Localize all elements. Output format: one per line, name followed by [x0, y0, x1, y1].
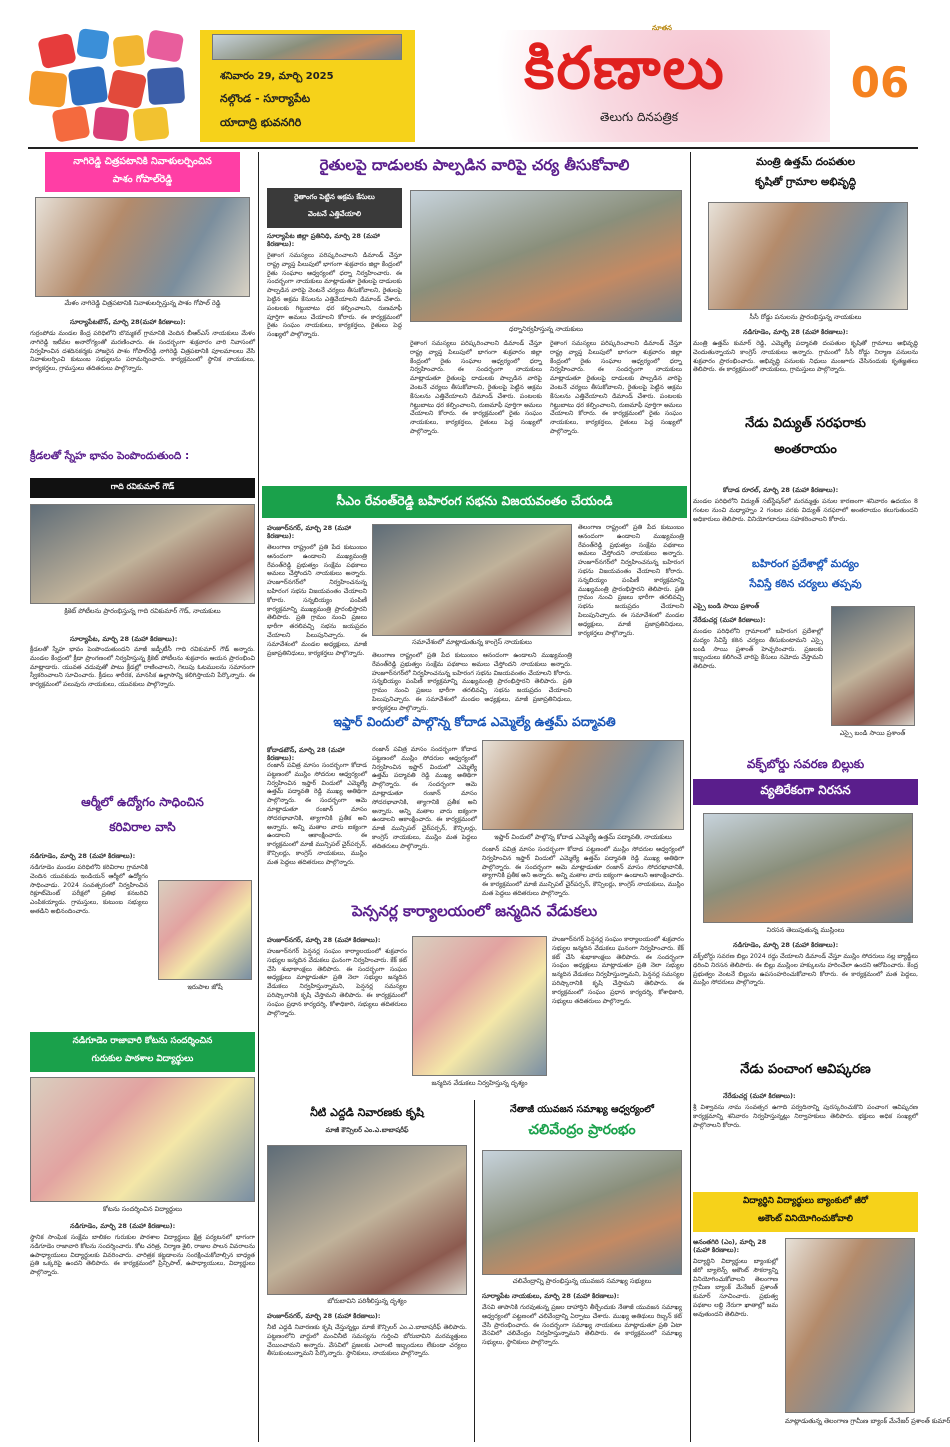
article-photo [35, 197, 250, 297]
photo-caption: జన్మదిన వేడుకలు నిర్వహిస్తున్న దృశ్యం [431, 1079, 528, 1087]
headline: నేడు పంచాంగ ఆవిష్కరణ [740, 1062, 871, 1077]
article-body: నడిగూడెం మండల పరిధిలోని కరివిరాల గ్రామానికి చెందిన యువకుడు ఇండియన్ ఆర్మీలో ఉద్యోగం సాధించాడు. 2024 సంవత్సరంలో నిర్వహించిన రిక్రూట్‌మెంట్ పరీక్షలో ప్రతిభ కనబరిచి ఎంపికయ్యాడు. గ్రామస్తులు, కుటుంబ సభ్యులు అతడిని అభినందించారు. [30, 864, 148, 915]
subhead: ఎస్సై బండి సాయి ప్రశాంత్ [693, 602, 760, 610]
masthead-info-block [200, 30, 415, 142]
portrait-caption: ఇరుపాల జోషీ [187, 983, 223, 991]
kicker-line-1: రైతాంగం పెట్టిన అక్రమ కేసులు [294, 193, 375, 201]
photo-caption: చలివేంద్రాన్ని ప్రారంభిస్తున్న యువజన సమాఖ్య సభ్యులు [512, 1277, 652, 1285]
article-iftar [262, 710, 687, 895]
dateline: సూర్యాపేట నాయకులు, మార్చి 28 (మహా కిరణాలు): [482, 1292, 620, 1300]
article-cm-meeting [262, 486, 687, 712]
dateline: నేరేడుచర్ల (మహా కిరణాలు): [723, 1092, 796, 1100]
dateline: సూర్యాపేట జిల్లా ప్రతినిధి, మార్చి 28 (మహా కిరణాలు): [267, 232, 380, 249]
article-panchangam-release [693, 1058, 918, 1188]
headline-line-2: సేవిస్తే కఠిన చర్యలు తప్పవు [749, 578, 862, 590]
headline-line-1: విద్యార్థిని విద్యార్థులు బ్యాంకులో జీరో [743, 1196, 868, 1206]
portrait-photo [785, 1238, 915, 1413]
article-water-scarcity [262, 1100, 472, 1442]
dateline: హుజూర్‌నగర్, మార్చి 28 (మహా కిరణాలు): [267, 936, 381, 944]
article-sports-friendship [30, 450, 255, 780]
dam-photo [212, 34, 402, 60]
byline: గాది రవికుమార్ గౌడ్ [110, 482, 175, 491]
article-body: విద్యార్థిని విద్యార్థులు బ్యాంకుల్లో జీరో బ్యాలెన్స్ అకౌంట్ సౌకర్యాన్ని వినియోగించుకోవాలని తెలంగాణ గ్రామీణ బ్యాంక్ మేనేజర్ ప్రశాంత్ కుమార్ సూచించారు. ప్రభుత్వ పథకాల లబ్ది నేరుగా ఖాతాల్లో జమ అవుతుందని తెలిపారు. [693, 1258, 778, 1318]
newspaper-logo: కిరణాలు [524, 34, 726, 102]
photo-caption: సమావేశంలో మాట్లాడుతున్న కాంగ్రెస్ నాయకులు [412, 638, 532, 646]
headline-line-2: కరివిరాల వాసి [109, 820, 176, 834]
headline-line-1: నేతాజీ యువజన సమాఖ్య ఆధ్వర్యంలో [510, 1104, 654, 1115]
headline-line-2: వ్యతిరేకంగా నిరసన [760, 783, 851, 797]
photo-caption: ధర్నానిర్వహిస్తున్న నాయకులు [509, 325, 583, 333]
article-photo [482, 1150, 682, 1275]
portrait-photo [831, 606, 915, 726]
edition-line-2: యాదాద్రి భువనగిరి [220, 116, 302, 129]
headline-line-1: నేడు విద్యుత్ సరఫరాకు [745, 416, 866, 431]
dateline: సూర్యాపేటటౌన్, మార్చి 28(మహా కిరణాలు): [70, 318, 186, 326]
headline: రైతులపై దాడులకు పాల్పడిన వారిపై చర్య తీసుకోవాలి [319, 156, 630, 174]
headline: పెన్సనర్ల కార్యాలయంలో జన్మదిన వేడుకలు [351, 902, 598, 920]
masthead [0, 0, 945, 145]
article-photo [703, 813, 913, 923]
article-body-col3: రంజాన్ పవిత్ర మాసం సందర్భంగా కోదాడ పట్టణంలో ముస్లిం సోదరుల ఆధ్వర్యంలో నిర్వహించిన ఇఫ్తార్ విందులో ఎమ్మెల్యే ఉత్తమ్ పద్మావతి రెడ్డి ముఖ్య అతిథిగా పాల్గొన్నారు. ఈ సందర్భంగా ఆమె మాట్లాడుతూ రంజాన్ మాసం సోదరభావానికి, త్యాగానికి ప్రతీక అని అన్నారు. అన్ని మతాల వారు ఐక్యంగా ఉండాలని ఆకాంక్షించారు. ఈ కార్యక్రమంలో మాజీ మున్సిపల్ చైర్‌పర్సన్, కౌన్సిలర్లు, కాంగ్రెస్ నాయకులు, ముస్లిం మత పెద్దలు తదితరులు పాల్గొన్నారు. [482, 846, 684, 897]
article-photo [708, 202, 908, 310]
dateline: నడిగూడెం, మార్చి 28 (మహా కిరణాలు): [70, 1222, 176, 1230]
article-pensioners-birthday [262, 900, 687, 1095]
article-photo [412, 936, 547, 1076]
photo-caption: మేళం నాగిరెడ్డి చిత్రపటానికి నివాళులర్పిస్తున్న పాశం గోపాల్ రెడ్డి [64, 299, 221, 307]
article-body-col1: రంజాన్ పవిత్ర మాసం సందర్భంగా కోదాడ పట్టణంలో ముస్లిం సోదరుల ఆధ్వర్యంలో నిర్వహించిన ఇఫ్తార్ విందులో ఎమ్మెల్యే ఉత్తమ్ పద్మావతి రెడ్డి ముఖ్య అతిథిగా పాల్గొన్నారు. ఈ సందర్భంగా ఆమె మాట్లాడుతూ రంజాన్ మాసం సోదరభావానికి, త్యాగానికి ప్రతీక అని అన్నారు. అన్ని మతాల వారు ఐక్యంగా ఉండాలని ఆకాంక్షించారు. ఈ కార్యక్రమంలో మాజీ మున్సిపల్ చైర్‌పర్సన్, కౌన్సిలర్లు, కాంగ్రెస్ నాయకులు, ముస్లిం మత పెద్దలు తదితరులు పాల్గొన్నారు. [267, 762, 367, 866]
article-nagireddy-tribute [30, 152, 255, 442]
article-fort-visit [30, 1032, 255, 1442]
photo-caption: కోటను సందర్శించిన విద్యార్థులు [103, 1205, 182, 1213]
photo-caption: నిరసన తెలుపుతున్న ముస్లింలు [766, 926, 845, 934]
tagline: తెలుగు దినపత్రిక [600, 110, 679, 124]
article-photo [372, 524, 572, 636]
headline-line-2: చలివేంద్రం ప్రారంభం [528, 1122, 636, 1138]
dateline: హుజూర్‌నగర్, మార్చి 28 (మహా కిరణాలు): [267, 1312, 381, 1320]
dateline: నడిగూడెం, మార్చి 28 (మహా కిరణాలు): [743, 328, 849, 336]
subhead: మాజీ కౌన్సిలర్ ఎం.ఎ.బాబాషరీఫ్ [325, 1126, 409, 1134]
headline: సీఎం రేవంత్‌రెడ్డి బహిరంగ సభను విజయవంతం చేయండి [336, 493, 613, 508]
headline: ఇఫ్తార్ విందులో పాల్గొన్న కోదాడ ఎమ్మెల్యే ఉత్తమ్ పద్మావతి [333, 714, 616, 729]
headline-line-2: కృషితో గ్రామాల అభివృద్ధి [754, 176, 857, 188]
kicker-line-2: వెంటనే ఎత్తివేయాలి [307, 210, 362, 218]
portrait-caption: ఎస్సై బండి సాయి ప్రశాంత్ [839, 729, 906, 737]
dateline: నడిగూడెం, మార్చి 28 (మహా కిరణాలు): [30, 852, 136, 860]
article-photo [410, 190, 682, 322]
dateline: కోదాడటౌన్, మార్చి 28 (మహా కిరణాలు): [267, 746, 345, 763]
article-body-col3: తెలంగాణ రాష్ట్రంలో ప్రతి పేద కుటుంబం ఆనందంగా ఉండాలని ముఖ్యమంత్రి రేవంత్‌రెడ్డి ప్రభుత్వం సంక్షేమ పథకాలు అమలు చేస్తోందని నాయకులు అన్నారు. హుజూర్‌నగర్‌లో నిర్వహించనున్న బహిరంగ సభను విజయవంతం చేయాలని కోరారు. సన్నబియ్యం పంపిణీ కార్యక్రమాన్ని ముఖ్యమంత్రి ప్రారంభిస్తారని తెలిపారు. ప్రతి గ్రామం నుంచి ప్రజలు భారీగా తరలివచ్చి సభను జయప్రదం చేయాలని పిలుపునిచ్చారు. ఈ సమావేశంలో మండల అధ్యక్షులు, మాజీ ప్రజాప్రతినిధులు, కార్యకర్తలు పాల్గొన్నారు. [578, 524, 684, 637]
headline-line-1: నాగిరెడ్డి చిత్రపటానికి నివాళులర్పించిన [73, 156, 212, 167]
photo-caption: సీసీ రోడ్డు పనులను ప్రారంభిస్తున్న నాయకులు [749, 313, 862, 321]
headline-line-2: అంతరాయం [774, 442, 837, 457]
article-body: నీటి ఎద్దడి నివారణకు కృషి చేస్తున్నట్లు మాజీ కౌన్సిలర్ ఎం.ఎ.బాబాషరీఫ్ తెలిపారు. పట్టణంలోని వార్డులో మంచినీటి సమస్యను గుర్తించి బోరుబావిని మరమ్మత్తులు చేయించామని అన్నారు. వేసవిలో ప్రజలకు ఎలాంటి ఇబ్బందులు లేకుండా చర్యలు తీసుకుంటున్నామని పేర్కొన్నారు. స్థానికులు, నాయకులు పాల్గొన్నారు. [267, 1324, 467, 1358]
article-body-col1: తెలంగాణ రాష్ట్రంలో ప్రతి పేద కుటుంబం ఆనందంగా ఉండాలని ముఖ్యమంత్రి రేవంత్‌రెడ్డి ప్రభుత్వం సంక్షేమ పథకాలు అమలు చేస్తోందని నాయకులు అన్నారు. హుజూర్‌నగర్‌లో నిర్వహించనున్న బహిరంగ సభను విజయవంతం చేయాలని కోరారు. సన్నబియ్యం పంపిణీ కార్యక్రమాన్ని ముఖ్యమంత్రి ప్రారంభిస్తారని తెలిపారు. ప్రతి గ్రామం నుంచి ప్రజలు భారీగా తరలివచ్చి సభను జయప్రదం చేయాలని పిలుపునిచ్చారు. ఈ సమావేశంలో మండల అధ్యక్షులు, మాజీ ప్రజాప్రతినిధులు, కార్యకర్తలు పాల్గొన్నారు. [267, 544, 367, 657]
article-body-col2: తెలంగాణ రాష్ట్రంలో ప్రతి పేద కుటుంబం ఆనందంగా ఉండాలని ముఖ్యమంత్రి రేవంత్‌రెడ్డి ప్రభుత్వం సంక్షేమ పథకాలు అమలు చేస్తోందని నాయకులు అన్నారు. హుజూర్‌నగర్‌లో నిర్వహించనున్న బహిరంగ సభను విజయవంతం చేయాలని కోరారు. సన్నబియ్యం పంపిణీ కార్యక్రమాన్ని ముఖ్యమంత్రి ప్రారంభిస్తారని తెలిపారు. ప్రతి గ్రామం నుంచి ప్రజలు భారీగా తరలివచ్చి సభను జయప్రదం చేయాలని పిలుపునిచ్చారు. ఈ సమావేశంలో మండల అధ్యక్షులు, మాజీ ప్రజాప్రతినిధులు, కార్యకర్తలు పాల్గొన్నారు. [372, 652, 572, 712]
article-farmers-protest [262, 152, 687, 482]
headline-line-2: గురుకుల పాఠశాల విద్యార్థులు [91, 1054, 194, 1064]
photo-caption: క్రికెట్ పోటీలను ప్రారంభిస్తున్న గాది రవికుమార్ గౌడ్, నాయకులు [64, 607, 221, 615]
article-photo [482, 740, 684, 830]
headline: క్రీడలతో స్నేహ భావం పెంపొందుతుంది : [30, 450, 190, 462]
social-media-icons-graphic [30, 28, 200, 143]
logo-top-label: నూతన [652, 24, 672, 32]
article-water-kiosk [477, 1100, 687, 1442]
article-body-col2: హుజూర్‌నగర్ పెన్షనర్ల సంఘం కార్యాలయంలో శుక్రవారం సభ్యుల జన్మదిన వేడుకలు ఘనంగా నిర్వహించారు. కేక్ కట్ చేసి శుభాకాంక్షలు తెలిపారు. ఈ సందర్భంగా సంఘం అధ్యక్షులు మాట్లాడుతూ ప్రతి నెలా సభ్యుల జన్మదిన వేడుకలు నిర్వహిస్తున్నామని, పెన్షనర్ల సమస్యల పరిష్కారానికి కృషి చేస్తామని తెలిపారు. ఈ కార్యక్రమంలో సంఘం ప్రధాన కార్యదర్శి, కోశాధికారి, సభ్యులు తదితరులు పాల్గొన్నారు. [552, 936, 684, 1005]
headline-line-1: మంత్రి ఉత్తమ్ దంపతుల [755, 156, 856, 168]
article-body: వేసవి తాపానికి గురవుతున్న ప్రజల దాహార్తిని తీర్చేందుకు నేతాజీ యువజన సమాఖ్య ఆధ్వర్యంలో పట్టణంలో చలివేంద్రాన్ని ఏర్పాటు చేశారు. ముఖ్య అతిథులు రిబ్బన్ కట్ చేసి ప్రారంభించారు. ఈ సందర్భంగా సమాఖ్య నాయకులు మాట్లాడుతూ ప్రతి ఏటా వేసవిలో చలివేంద్రం నిర్వహిస్తున్నామని తెలిపారు. ఈ కార్యక్రమంలో సమాఖ్య సభ్యులు, స్థానికులు పాల్గొన్నారు. [482, 1304, 682, 1347]
headline: నీటి ఎద్దడి నివారణకు కృషి [310, 1106, 424, 1119]
article-zero-account [693, 1192, 950, 1442]
headline-line-1: నడిగూడెం రాజావారి కోటను సందర్శించిన [72, 1036, 213, 1046]
article-body-col1: హుజూర్‌నగర్ పెన్షనర్ల సంఘం కార్యాలయంలో శుక్రవారం సభ్యుల జన్మదిన వేడుకలు ఘనంగా నిర్వహించారు. కేక్ కట్ చేసి శుభాకాంక్షలు తెలిపారు. ఈ సందర్భంగా సంఘం అధ్యక్షులు మాట్లాడుతూ ప్రతి నెలా సభ్యుల జన్మదిన వేడుకలు నిర్వహిస్తున్నామని, పెన్షనర్ల సమస్యల పరిష్కారానికి కృషి చేస్తామని తెలిపారు. ఈ కార్యక్రమంలో సంఘం ప్రధాన కార్యదర్శి, కోశాధికారి, సభ్యులు తదితరులు పాల్గొన్నారు. [267, 948, 407, 1017]
article-waqf-protest [693, 755, 918, 1055]
dateline: నేరేడుచర్ల (మహా కిరణాలు): [693, 616, 766, 624]
article-body: మండల పరిధిలోని గ్రామాలలో బహిరంగ ప్రదేశాల్లో మద్యం సేవిస్తే కఠిన చర్యలు తీసుకుంటామని ఎస్సై బండి సాయి ప్రశాంత్ హెచ్చరించారు. ప్రజలకు ఇబ్బందులు కలిగించే వారిపై కేసులు నమోదు చేస్తామని తెలిపారు. [693, 628, 823, 671]
photo-caption: బోరుబావిని పరిశీలిస్తున్న దృశ్యం [327, 1297, 407, 1305]
dateline: సూర్యాపేట, మార్చి 28 (మహా కిరణాలు): [70, 635, 178, 643]
article-body: మండల పరిధిలోని విద్యుత్ సబ్‌స్టేషన్‌లో మరమ్మత్తు పనుల కారణంగా శనివారం ఉదయం 8 గంటల నుంచి మధ్యాహ్నం 2 గంటల వరకు విద్యుత్ సరఫరాలో అంతరాయం కలుగుతుందని అధికారులు తెలిపారు. వినియోగదారులు సహకరించాలని కోరారు. [693, 498, 918, 523]
article-body: స్థానిక సాంఘిక సంక్షేమ బాలికల గురుకుల పాఠశాల విద్యార్థులు క్షేత్ర పర్యటనలో భాగంగా నడిగూడెం రాజావారి కోటను సందర్శించారు. కోట చరిత్ర, నిర్మాణ శైలి, రాజుల పాలన వివరాలను ఉపాధ్యాయులు విద్యార్థులకు వివరించారు. చారిత్రక కట్టడాలను సంరక్షించుకోవాల్సిన బాధ్యత ప్రతి ఒక్కరిపై ఉందని తెలిపారు. ఈ కార్యక్రమంలో ప్రిన్సిపాల్, ఉపాధ్యాయులు, విద్యార్థులు పాల్గొన్నారు. [30, 1234, 255, 1277]
article-body-col1: రైతాంగ సమస్యలు పరిష్కరించాలని డిమాండ్ చేస్తూ రాష్ట్ర వ్యాప్త పిలుపులో భాగంగా శుక్రవారం జిల్లా కేంద్రంలో రైతు సంఘాల ఆధ్వర్యంలో ధర్నా నిర్వహించారు. ఈ సందర్భంగా నాయకులు మాట్లాడుతూ రైతులపై దాడులకు పాల్పడిన వారిపై వెంటనే చర్యలు తీసుకోవాలని, రైతులపై పెట్టిన అక్రమ కేసులను ఎత్తివేయాలని డిమాండ్ చేశారు. పంటలకు గిట్టుబాటు ధర కల్పించాలని, రుణమాఫీ పూర్తిగా అమలు చేయాలని కోరారు. ఈ కార్యక్రమంలో రైతు సంఘం నాయకులు, కార్యకర్తలు, రైతులు పెద్ద సంఖ్యలో పాల్గొన్నారు. [267, 252, 402, 339]
article-body: క్రీడలతో స్నేహ భావం పెంపొందుతుందని మాజీ జడ్పీటీసీ గాది రవికుమార్ గౌడ్ అన్నారు. మండల కేంద్రంలో క్రీడా ప్రాంగణంలో నిర్వహిస్తున్న క్రికెట్ పోటీలను శుక్రవారం ఆయన ప్రారంభించి మాట్లాడారు. యువత చదువుతో పాటు క్రీడల్లో రాణించాలని, గెలుపు ఓటములను సమానంగా స్వీకరించాలని సూచించారు. క్రీడలు శారీరక, మానసిక ఉల్లాసాన్ని కలిగిస్తాయని పేర్కొన్నారు. ఈ కార్యక్రమంలో పలువురు నాయకులు, యువకులు పాల్గొన్నారు. [30, 646, 255, 689]
article-power-outage [693, 414, 918, 554]
dateline: కోదాడ రూరల్, మార్చి 28 (మహా కిరణాలు): [723, 486, 839, 494]
article-body-col2: రైతాంగ సమస్యలు పరిష్కరించాలని డిమాండ్ చేస్తూ రాష్ట్ర వ్యాప్త పిలుపులో భాగంగా శుక్రవారం జిల్లా కేంద్రంలో రైతు సంఘాల ఆధ్వర్యంలో ధర్నా నిర్వహించారు. ఈ సందర్భంగా నాయకులు మాట్లాడుతూ రైతులపై దాడులకు పాల్పడిన వారిపై వెంటనే చర్యలు తీసుకోవాలని, రైతులపై పెట్టిన అక్రమ కేసులను ఎత్తివేయాలని డిమాండ్ చేశారు. పంటలకు గిట్టుబాటు ధర కల్పించాలని, రుణమాఫీ పూర్తిగా అమలు చేయాలని కోరారు. ఈ కార్యక్రమంలో రైతు సంఘం నాయకులు, కార్యకర్తలు, రైతులు పెద్ద సంఖ్యలో పాల్గొన్నారు. [410, 340, 542, 435]
portrait-caption: మాట్లాడుతున్న తెలంగాణ గ్రామీణ బ్యాంక్ మేనేజర్ ప్రశాంత్ కుమార్ [785, 1417, 950, 1425]
article-photo [30, 1077, 255, 1202]
edition-line-1: నల్గొండ - సూర్యాపేట [220, 92, 311, 105]
article-body: మంత్రి ఉత్తమ్ కుమార్ రెడ్డి, ఎమ్మెల్యే పద్మావతి దంపతుల కృషితో గ్రామాలు అభివృద్ధి చెందుతున్నాయని కాంగ్రెస్ నాయకులు అన్నారు. గ్రామంలో సీసీ రోడ్డు నిర్మాణ పనులను శుక్రవారం ప్రారంభించారు. అభివృద్ధి పనులకు నిధులు మంజూరు చేసినందుకు కృతజ్ఞతలు తెలిపారు. ఈ కార్యక్రమంలో నాయకులు, గ్రామస్తులు పాల్గొన్నారు. [693, 340, 918, 374]
page-number: 06 [850, 58, 910, 107]
headline-line-1: బహిరంగ ప్రదేశాల్లో మద్యం [752, 558, 859, 570]
article-village-development [693, 152, 918, 412]
article-body-col3: రైతాంగ సమస్యలు పరిష్కరించాలని డిమాండ్ చేస్తూ రాష్ట్ర వ్యాప్త పిలుపులో భాగంగా శుక్రవారం జిల్లా కేంద్రంలో రైతు సంఘాల ఆధ్వర్యంలో ధర్నా నిర్వహించారు. ఈ సందర్భంగా నాయకులు మాట్లాడుతూ రైతులపై దాడులకు పాల్పడిన వారిపై వెంటనే చర్యలు తీసుకోవాలని, రైతులపై పెట్టిన అక్రమ కేసులను ఎత్తివేయాలని డిమాండ్ చేశారు. పంటలకు గిట్టుబాటు ధర కల్పించాలని, రుణమాఫీ పూర్తిగా అమలు చేయాలని కోరారు. ఈ కార్యక్రమంలో రైతు సంఘం నాయకులు, కార్యకర్తలు, రైతులు పెద్ద సంఖ్యలో పాల్గొన్నారు. [550, 340, 682, 435]
article-photo [30, 504, 255, 604]
headline-line-1: ఆర్మీలో ఉద్యోగం సాధించిన [81, 795, 204, 809]
dateline: హుజూర్‌నగర్, మార్చి 28 (మహా కిరణాలు): [267, 524, 351, 541]
photo-caption: ఇఫ్తార్ విందులో పాల్గొన్న కోదాడ ఎమ్మెల్యే ఉత్తమ్ పద్మావతి, నాయకులు [494, 833, 672, 841]
portrait-photo [158, 880, 252, 980]
issue-date: శనివారం 29, మార్చి 2025 [220, 71, 334, 82]
article-body: వక్ఫ్‌బోర్డు సవరణ బిల్లు 2024 రద్దు చేయాలని డిమాండ్ చేస్తూ ముస్లిం సోదరులు నల్ల బ్యాడ్జీలు ధరించి నిరసన తెలిపారు. ఈ బిల్లు ముస్లింల హక్కులను హరించేలా ఉందని ఆరోపించారు. కేంద్ర ప్రభుత్వం వెంటనే బిల్లును ఉపసంహరించుకోవాలని కోరారు. ఈ కార్యక్రమంలో మత పెద్దలు, ముస్లిం సోదరులు పాల్గొన్నారు. [693, 953, 918, 987]
dateline: అనంతగిరి (ఎం), మార్చి 28 (మహా కిరణాలు): [693, 1238, 767, 1255]
article-photo [267, 1145, 467, 1295]
headline-line-1: వక్ఫ్‌బోర్డు సవరణ బిల్లుకు [746, 757, 865, 771]
article-public-drinking [693, 556, 918, 751]
article-body-col2: రంజాన్ పవిత్ర మాసం సందర్భంగా కోదాడ పట్టణంలో ముస్లిం సోదరుల ఆధ్వర్యంలో నిర్వహించిన ఇఫ్తార్ విందులో ఎమ్మెల్యే ఉత్తమ్ పద్మావతి రెడ్డి ముఖ్య అతిథిగా పాల్గొన్నారు. ఈ సందర్భంగా ఆమె మాట్లాడుతూ రంజాన్ మాసం సోదరభావానికి, త్యాగానికి ప్రతీక అని అన్నారు. అన్ని మతాల వారు ఐక్యంగా ఉండాలని ఆకాంక్షించారు. ఈ కార్యక్రమంలో మాజీ మున్సిపల్ చైర్‌పర్సన్, కౌన్సిలర్లు, కాంగ్రెస్ నాయకులు, ముస్లిం మత పెద్దలు తదితరులు పాల్గొన్నారు. [372, 746, 477, 850]
headline-line-2: పాశం గోపాల్‌రెడ్డి [112, 174, 173, 185]
headline-line-2: అకౌంట్ వినియోగించుకోవాలి [758, 1214, 853, 1224]
article-body: శ్రీ విశ్వావసు నామ సంవత్సర ఉగాది పర్వదినాన్ని పురస్కరించుకొని పంచాంగ ఆవిష్కరణ కార్యక్రమాన్ని శనివారం నిర్వహిస్తున్నట్లు నిర్వాహకులు తెలిపారు. భక్తులు అధిక సంఖ్యలో పాల్గొనాలని కోరారు. [693, 1104, 918, 1129]
article-body: గుర్రంపోడు మండల కేంద్ర పరిధిలోని బొమ్మకల్‌ గ్రామానికి చెందిన బీఆర్‌ఎస్‌ నాయకులు మేళం నాగిరెడ్డి ఇటీవల అనారోగ్యంతో మరణించారు. ఈ సందర్భంగా శుక్రవారం వారి నివాసంలో నిర్వహించిన దశదినకర్మకు హాజరైన పాశం గోపాల్‌రెడ్డి నాగిరెడ్డి చిత్రపటానికి పూలమాలలు వేసి నివాళులర్పించి కుటుంబ సభ్యులను పరామర్శించారు. కార్యక్రమంలో స్థానిక నాయకులు, కార్యకర్తలు, గ్రామస్తులు తదితరులు పాల్గొన్నారు. [30, 330, 255, 373]
article-army-job [30, 790, 255, 1025]
dateline: నడిగూడెం, మార్చి 28 (మహా కిరణాలు): [733, 941, 839, 949]
